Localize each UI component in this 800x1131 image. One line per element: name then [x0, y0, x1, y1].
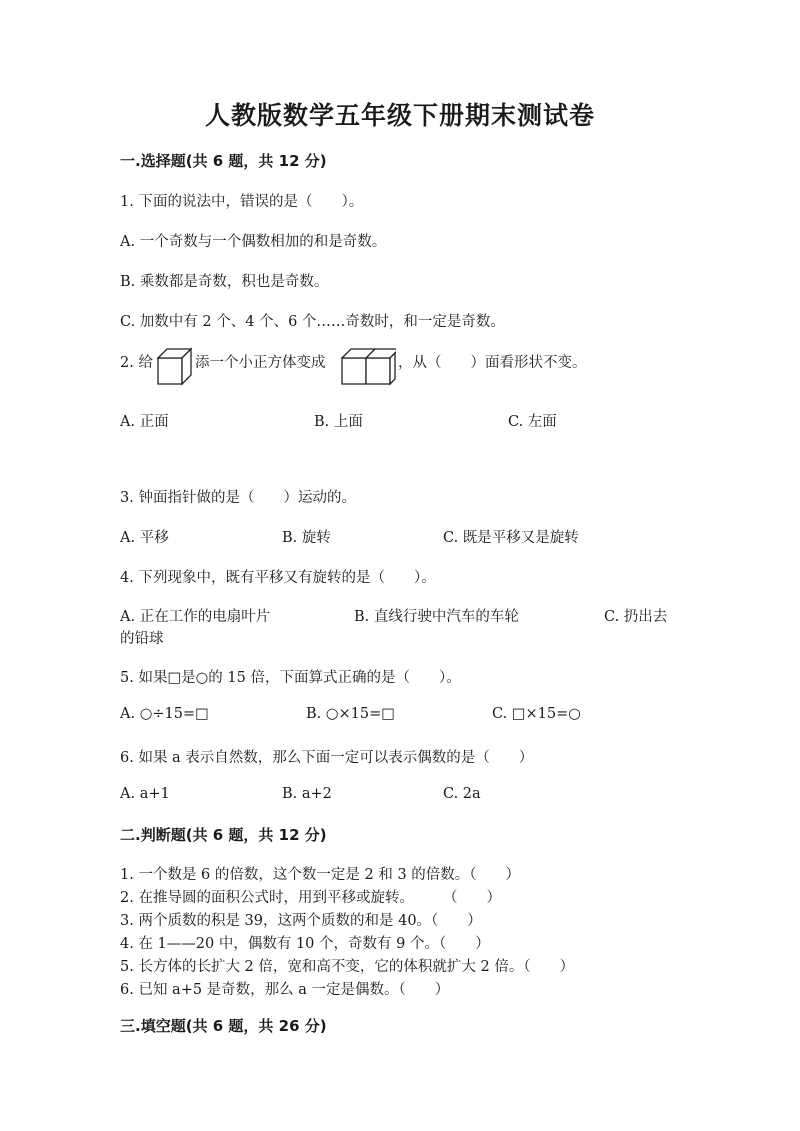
question-6-option-a: A. a+1 — [120, 786, 170, 802]
page-title: 人教版数学五年级下册期末测试卷 — [204, 101, 595, 130]
question-3-option-c: C. 既是平移又是旋转 — [443, 530, 579, 546]
judge-item-3: 3. 两个质数的积是 39，这两个质数的和是 40。（ ） — [120, 913, 482, 929]
question-4-option-b: B. 直线行驶中汽车的车轮 — [354, 609, 519, 625]
question-3-option-a: A. 平移 — [120, 530, 169, 546]
single-cube-icon — [156, 346, 192, 386]
question-3-option-b: B. 旋转 — [282, 530, 331, 546]
question-5-option-a: A. ○÷15=□ — [120, 706, 209, 722]
question-4-option-c: C. 扔出去 — [604, 609, 668, 625]
section-fill-heading: 三.填空题(共 6 题，共 26 分) — [120, 1017, 327, 1035]
question-3-stem: 3. 钟面指针做的是（ ）运动的。 — [120, 490, 356, 506]
question-1-option-b: B. 乘数都是奇数，积也是奇数。 — [120, 274, 329, 290]
question-2-prefix: 2. 给 — [120, 355, 153, 371]
question-5-option-c: C. □×15=○ — [492, 706, 581, 722]
question-2-option-b: B. 上面 — [314, 414, 363, 430]
question-4-stem: 4. 下列现象中，既有平移又有旋转的是（ ）。 — [120, 570, 436, 586]
two-cubes-icon — [340, 346, 396, 386]
question-4-option-c-continued: 的铅球 — [120, 631, 164, 647]
question-6-option-b: B. a+2 — [282, 786, 332, 802]
question-4-option-a: A. 正在工作的电扇叶片 — [120, 609, 271, 625]
question-2-suffix: ，从（ ）面看形状不变。 — [398, 355, 587, 371]
section-choice-heading: 一.选择题(共 6 题，共 12 分) — [120, 152, 327, 170]
question-6-option-c: C. 2a — [443, 786, 481, 802]
judge-item-6: 6. 已知 a+5 是奇数，那么 a 一定是偶数。（ ） — [120, 982, 450, 998]
question-5-option-b: B. ○×15=□ — [306, 706, 395, 722]
question-6-stem: 6. 如果 a 表示自然数，那么下面一定可以表示偶数的是（ ） — [120, 750, 534, 766]
question-1-option-a: A. 一个奇数与一个偶数相加的和是奇数。 — [120, 234, 387, 250]
judge-item-5: 5. 长方体的长扩大 2 倍，宽和高不变，它的体积就扩大 2 倍。（ ） — [120, 959, 575, 975]
judge-item-4: 4. 在 1——20 中，偶数有 10 个，奇数有 9 个。（ ） — [120, 936, 490, 952]
judge-item-2: 2. 在推导圆的面积公式时，用到平移或旋转。 （ ） — [120, 890, 501, 906]
judge-item-1: 1. 一个数是 6 的倍数，这个数一定是 2 和 3 的倍数。（ ） — [120, 867, 521, 883]
question-2-option-a: A. 正面 — [120, 414, 169, 430]
question-2-option-c: C. 左面 — [508, 414, 557, 430]
question-1-option-c: C. 加数中有 2 个、4 个、6 个……奇数时，和一定是奇数。 — [120, 314, 505, 330]
question-5-stem: 5. 如果□是○的 15 倍，下面算式正确的是（ ）。 — [120, 670, 461, 686]
question-2-middle: 添一个小正方体变成 — [195, 355, 326, 371]
question-1-stem: 1. 下面的说法中，错误的是（ ）。 — [120, 194, 364, 210]
section-judge-heading: 二.判断题(共 6 题，共 12 分) — [120, 826, 327, 844]
